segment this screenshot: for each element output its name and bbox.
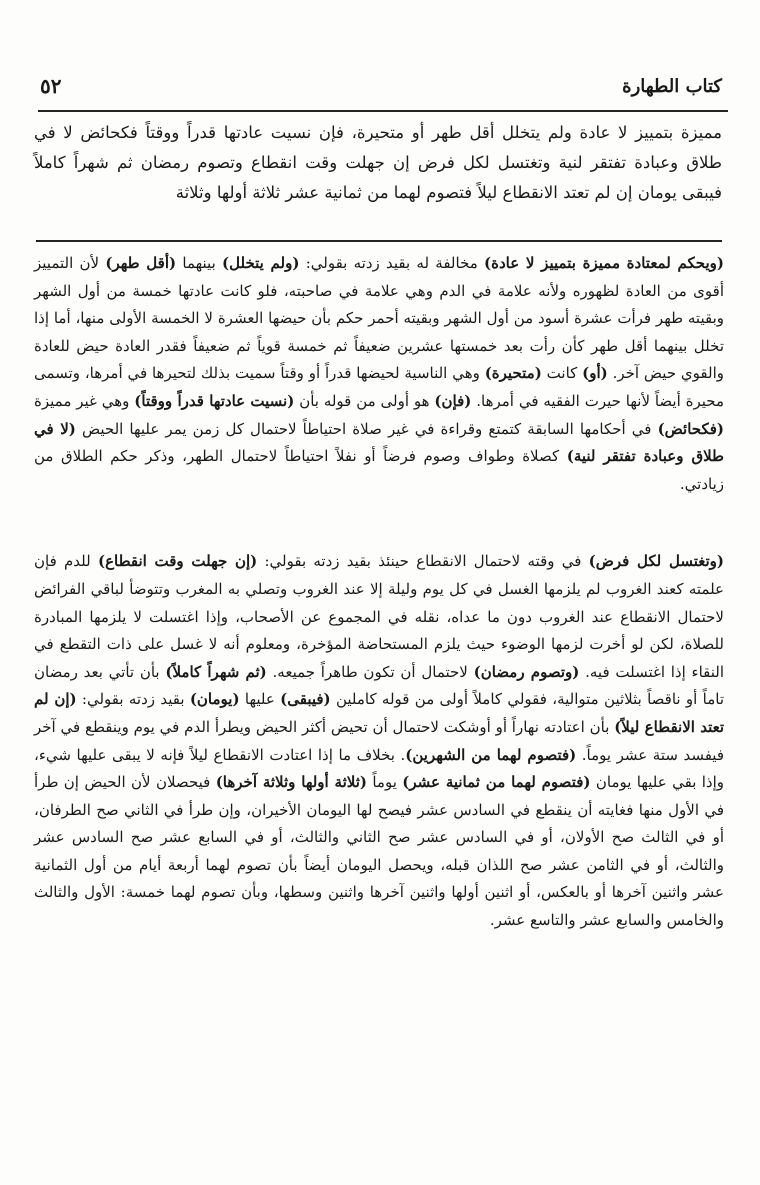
commentary-text: للدم فإن علمته كعند الغروب لم يلزمها الغسل في كل يوم وليلة إلا عند الغروب وتصلي به المغرب وتتوضأ لباقي الفرائض لاحتمال الانقطاع عند الغروب دون ما عداه، نقله في المجموع عن الأصحاب، وإذا اغتسلت لا يلزمها المبادرة للصلاة، لكن لو أخرت لزمها الوضوء حيث يلزم المستحاضة المؤخرة، ومعلوم أنه لا غسل على ذات التقطع في النقاء إذا اغتسلت فيه. <box>34 552 724 681</box>
quoted-matn-phrase: (أقل طهر) <box>105 254 177 272</box>
commentary-text: بأن اعتادته نهاراً أو أوشكت لاحتمال أن تحيض أكثر الحيض ويطرأ الدم في يوم وينقطع في آخر فيفسد ستة عشر يوماً. <box>34 717 724 764</box>
quoted-matn-phrase: (وتصوم رمضان) <box>473 662 580 681</box>
quoted-matn-phrase: (فيبقى) <box>280 690 331 709</box>
quoted-matn-phrase: (فتصوم لهما من الشهرين) <box>405 745 577 764</box>
page-header <box>38 74 728 112</box>
quoted-matn-phrase: (لا في طلاق وعبادة تفتقر لنية) <box>34 419 724 466</box>
commentary-text: فيحصلان لأن الحيض إن طرأ في الأول منها فغايته أن ينقطع في السادس عشر فيصح لها اليومان الأخيران، وإن طرأ في الثاني صح الطرفان، أو في الثالث صح الأولان، أو في السادس عشر صح الثاني والثالث، أو في السابع عشر صح السادس عشر والثالث، أو في الثامن عشر صح اللذان قبله، ويحصل اليومان أيضاً بأن تصوم لهما أربعة أيام من أول الثمانية عشر واثنين آخرها أو بالعكس، أو اثنين أولها واثنين آخرها واثنين وسطها، وبأن تصوم لهما خمسة: الأول والثالث والخامس والسابع عشر والتاسع عشر. <box>34 773 724 930</box>
commentary-text: كصلاة وطواف وصوم فرضاً أو نفلاً احتياطاً لاحتمال الطهر، وذكر حكم الطلاق من زيادتي. <box>34 447 724 493</box>
commentary-text: بقيد زدته بقولي: <box>76 690 190 709</box>
quoted-matn-phrase: (إن لم تعتد الانقطاع ليلاً) <box>34 690 725 736</box>
quoted-matn-phrase: (إن جهلت وقت انقطاع) <box>97 552 258 571</box>
commentary-text: وهي غير مميزة <box>34 391 135 410</box>
quoted-matn-phrase: (ثلاثة أولها وثلاثة آخرها) <box>215 773 367 792</box>
commentary-text: في أحكامها السابقة كتمتع وقراءة في غير صلاة احتياطاً لاحتمال كل زمن يمر عليها الحيض <box>75 419 658 438</box>
quoted-matn-phrase: (نسيت عادتها قدراً ووقتاً) <box>134 391 295 410</box>
commentary-text: مخالفة له بقيد زدته بقولي: <box>299 254 485 272</box>
commentary-text: بأن تأتي بعد رمضان تاماً أو ناقصاً بثلاثين متوالية، فقولي كاملاً أولى من قوله كاملين <box>34 662 724 709</box>
matn-paragraph: مميزة بتمييز لا عادة ولم يتخلل أقل طهر أو متحيرة، فإن نسيت عادتها قدراً ووقتاً فكحائض لا في طلاق وعبادة تفتقر لنية وتغتسل لكل فرض إن جهلت وقت انقطاع وتصوم رمضان ثم شهراً كاملاً فيبقى يومان إن لم تعتد الانقطاع ليلاً فتصوم لهما من ثمانية عشر ثلاثة أولها وثلاثة <box>34 123 722 202</box>
quoted-matn-phrase: (أو) <box>582 364 608 383</box>
commentary-text: عليها <box>239 690 281 709</box>
commentary-text: يوماً <box>366 773 403 792</box>
section-divider <box>36 240 722 242</box>
commentary-text: في وقته لاحتمال الانقطاع حينئذ بقيد زدته بقولي: <box>257 552 589 571</box>
quoted-matn-phrase: (ثم شهراً كاملاً) <box>165 662 267 681</box>
quoted-matn-phrase: (فإن) <box>434 391 472 410</box>
quoted-matn-phrase: (وتغتسل لكل فرض) <box>588 552 724 571</box>
quoted-matn-phrase: (متحيرة) <box>484 364 542 383</box>
quoted-matn-phrase: (فتصوم لهما من ثمانية عشر) <box>402 773 591 792</box>
quoted-matn-phrase: (ولم يتخلل) <box>222 254 300 272</box>
matn-text <box>34 118 722 208</box>
sharh-paragraph-1 <box>34 250 724 498</box>
commentary-text: هو أولى من قوله بأن <box>294 391 435 410</box>
commentary-text: لاحتمال أن تكون طاهراً جميعه. <box>266 662 474 681</box>
commentary-text: لأن التمييز أقوى من العادة لظهوره ولأنه علامة في الدم وهي علامة في صاحبته، فلو كانت عادتها خمسة من أول الشهر وبقيته طهر فرأت عشرة أسود من أول الشهر وبقيته أحمر حكم بأن حيضها العشرة لا الخمسة الأولى منها، أما إذا تخلل بينهما أقل طهر كأن رأت بعد خمستها عشرين ضعيفاً ثم خمسة قوياً ثم ضعيفاً فقدر العادة حيض للعادة والقوي حيض آخر. <box>34 254 724 383</box>
sharh-paragraph-2 <box>34 548 724 934</box>
commentary-text: وهي الناسية لحيضها قدراً أو وقتاً سميت بذلك لتحيرها في أمرها، وتسمى محيرة أيضاً لأنها حيرت الفقيه في أمرها. <box>34 364 725 410</box>
quoted-matn-phrase: (فكحائض) <box>657 419 725 438</box>
commentary-text: كانت <box>541 364 583 383</box>
commentary-text: بينهما <box>176 254 223 272</box>
sharh-commentary <box>34 250 724 935</box>
running-title: كتاب الطهارة <box>622 76 722 97</box>
commentary-text: . بخلاف ما إذا اعتادت الانقطاع ليلاً فإنه لا يبقى عليها شيء، وإذا بقي عليها يومان <box>34 745 725 792</box>
quoted-matn-phrase: (يومان) <box>189 690 240 709</box>
page-number: ٥٢ <box>40 74 62 98</box>
quoted-matn-phrase: (ويحكم لمعتادة مميزة بتمييز لا عادة) <box>484 254 724 272</box>
